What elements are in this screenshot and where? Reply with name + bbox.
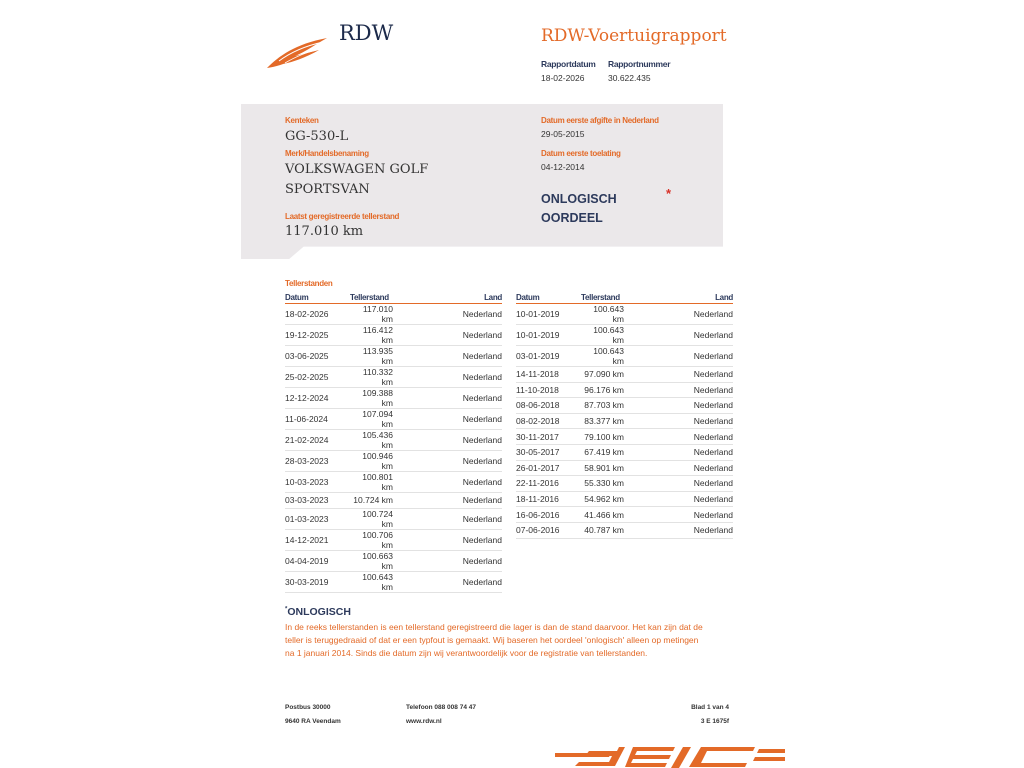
- col-datum: Datum: [285, 292, 350, 304]
- cell-tellerstand-value: 100.801 km: [362, 472, 393, 492]
- col-land: Land: [660, 292, 733, 304]
- cell-tellerstand: [350, 529, 429, 550]
- cell-datum: 26-01-2017: [516, 460, 581, 476]
- cell-land: Nederland: [660, 304, 733, 325]
- orange-speed-stripes: [555, 745, 785, 768]
- verdict-asterisk: *: [666, 186, 672, 201]
- table-row: [516, 413, 733, 429]
- cell-datum: 10-01-2019: [516, 304, 581, 325]
- verdict-line2: OORDEEL: [541, 211, 603, 225]
- tellerstand-value: 117.010 km: [285, 224, 364, 239]
- table-header-row: [285, 292, 502, 304]
- cell-tellerstand-value: 87.703 km: [584, 400, 624, 411]
- cell-tellerstand-value: 41.466 km: [584, 509, 624, 520]
- cell-tellerstand-value: 117.010 km: [362, 304, 393, 324]
- cell-land: Nederland: [429, 304, 502, 325]
- cell-tellerstand-value: 100.663 km: [362, 550, 393, 571]
- cell-datum: 30-05-2017: [516, 444, 581, 460]
- brand-name: RDW: [339, 21, 394, 45]
- cell-tellerstand-value: 97.090 km: [584, 369, 624, 380]
- cell-tellerstand-value: 110.332 km: [362, 367, 393, 387]
- cell-tellerstand-value: 67.419 km: [584, 447, 624, 458]
- cell-datum: 11-10-2018: [516, 382, 581, 398]
- cell-datum: 16-06-2016: [516, 507, 581, 523]
- cell-land: Nederland: [660, 522, 733, 538]
- table-row: [285, 409, 502, 430]
- cell-land: Nederland: [660, 367, 733, 383]
- footer-website: www.rdw.nl: [406, 718, 442, 725]
- cell-datum: 12-12-2024: [285, 388, 350, 409]
- report-title: RDW-Voertuigrapport: [541, 26, 727, 46]
- cell-tellerstand-value: 113.935 km: [362, 346, 393, 366]
- cell-datum: 01-03-2023: [285, 508, 350, 529]
- cell-datum: 30-11-2017: [516, 429, 581, 445]
- note-title: ONLOGISCH: [287, 606, 351, 618]
- note-asterisk: *: [285, 606, 288, 613]
- cell-datum: 03-06-2025: [285, 346, 350, 367]
- readings-table-right: [516, 292, 733, 539]
- cell-datum: 08-02-2018: [516, 413, 581, 429]
- readings-rows-left: [285, 304, 502, 593]
- cell-tellerstand: [581, 346, 660, 367]
- table-row: [516, 460, 733, 476]
- table-row: [285, 430, 502, 451]
- footer-postbus: Postbus 30000: [285, 704, 331, 711]
- cell-tellerstand-value: 100.643 km: [593, 304, 624, 324]
- cell-tellerstand-value: 58.901 km: [584, 462, 624, 473]
- cell-tellerstand: [350, 304, 429, 325]
- table-header-row: [516, 292, 733, 304]
- cell-tellerstand: [350, 571, 429, 592]
- table-row: [285, 529, 502, 550]
- cell-datum: 22-11-2016: [516, 476, 581, 492]
- table-row: [516, 346, 733, 367]
- table-row: [516, 429, 733, 445]
- cell-tellerstand: [350, 451, 429, 472]
- table-row: [285, 346, 502, 367]
- table-row: [285, 304, 502, 325]
- rdw-wing-logo: [265, 34, 331, 70]
- table-row: [516, 476, 733, 492]
- table-row: [285, 367, 502, 388]
- table-row: [285, 550, 502, 571]
- cell-tellerstand: [581, 507, 660, 523]
- table-row: [285, 451, 502, 472]
- cell-land: Nederland: [660, 460, 733, 476]
- cell-datum: 14-12-2021: [285, 529, 350, 550]
- cell-tellerstand-value: 10.724 km: [353, 495, 393, 506]
- report-date: [541, 59, 595, 83]
- footer-code: 3 E 1675f: [700, 718, 729, 725]
- cell-tellerstand-value: 100.643 km: [593, 325, 624, 345]
- cell-tellerstand-value: 100.643 km: [593, 346, 624, 366]
- footer-postcode: 9640 RA Veendam: [285, 718, 341, 725]
- toelating-label: Datum eerste toelating: [541, 149, 621, 158]
- cell-tellerstand-value: 100.706 km: [362, 529, 393, 550]
- cell-tellerstand-value: 116.412 km: [362, 325, 393, 345]
- cell-land: Nederland: [660, 325, 733, 346]
- table-row: [285, 571, 502, 592]
- readings-rows-right: [516, 304, 733, 539]
- table-row: [516, 507, 733, 523]
- cell-tellerstand: [581, 367, 660, 383]
- cell-land: Nederland: [429, 451, 502, 472]
- cell-land: Nederland: [660, 429, 733, 445]
- cell-land: Nederland: [429, 409, 502, 430]
- merk-value-line1: VOLKSWAGEN GOLF: [285, 162, 429, 177]
- table-row: [516, 304, 733, 325]
- cell-land: Nederland: [660, 346, 733, 367]
- footer-page-number: Blad 1 van 4: [691, 704, 729, 711]
- cell-tellerstand: [581, 398, 660, 414]
- toelating-value: 04-12-2014: [541, 162, 585, 172]
- readings-table-left: [285, 292, 502, 593]
- cell-tellerstand-value: 107.094 km: [362, 409, 393, 429]
- table-row: [516, 444, 733, 460]
- cell-land: Nederland: [429, 550, 502, 571]
- cell-tellerstand: [581, 382, 660, 398]
- cell-datum: 18-11-2016: [516, 491, 581, 507]
- cell-tellerstand-value: 96.176 km: [584, 384, 624, 395]
- cell-tellerstand: [350, 325, 429, 346]
- cell-tellerstand-value: 55.330 km: [584, 478, 624, 489]
- kenteken-label: Kenteken: [285, 116, 319, 125]
- afgifte-label: Datum eerste afgifte in Nederland: [541, 116, 659, 125]
- cell-tellerstand: [581, 325, 660, 346]
- col-tellerstand: Tellerstand: [581, 292, 660, 304]
- cell-tellerstand: [581, 476, 660, 492]
- report-number: [608, 59, 670, 83]
- cell-datum: 04-04-2019: [285, 550, 350, 571]
- cell-tellerstand-value: 79.100 km: [584, 431, 624, 442]
- cell-land: Nederland: [660, 382, 733, 398]
- cell-tellerstand-value: 40.787 km: [584, 525, 624, 536]
- cell-tellerstand: [581, 444, 660, 460]
- cell-land: Nederland: [660, 398, 733, 414]
- cell-land: Nederland: [429, 367, 502, 388]
- cell-datum: 07-06-2016: [516, 522, 581, 538]
- note-text: In de reeks tellerstanden is een tellerstand geregistreerd die lager is dan de stand daarvoor. Het kan zijn dat de teller is teruggedraaid of dat er een typfout is gemaakt. Wij baseren het oordeel 'onlogisch' alleen op metingen na 1 januari 2014. Sinds die datum zijn wij verantwoordelijk voor de registratie van tellerstanden.: [285, 622, 703, 658]
- table-row: [285, 325, 502, 346]
- cell-land: Nederland: [429, 325, 502, 346]
- cell-tellerstand: [350, 430, 429, 451]
- col-datum: Datum: [516, 292, 581, 304]
- table-row: [516, 491, 733, 507]
- cell-tellerstand-value: 100.724 km: [362, 508, 393, 529]
- cell-tellerstand-value: 100.643 km: [362, 571, 393, 592]
- cell-tellerstand: [350, 472, 429, 493]
- cell-tellerstand-value: 109.388 km: [362, 388, 393, 408]
- cell-datum: 30-03-2019: [285, 571, 350, 592]
- cell-datum: 21-02-2024: [285, 430, 350, 451]
- cell-tellerstand: [581, 429, 660, 445]
- tellerstand-label: Laatst geregistreerde tellerstand: [285, 212, 400, 221]
- cell-datum: 11-06-2024: [285, 409, 350, 430]
- cell-tellerstand-value: 105.436 km: [362, 430, 393, 450]
- cell-datum: 19-12-2025: [285, 325, 350, 346]
- table-row: [285, 508, 502, 529]
- cell-land: Nederland: [660, 491, 733, 507]
- kenteken-value: GG-530-L: [285, 129, 349, 144]
- cell-tellerstand: [350, 493, 429, 509]
- cell-datum: 08-06-2018: [516, 398, 581, 414]
- report-date-label: Rapportdatum: [541, 59, 596, 69]
- table-row: [516, 367, 733, 383]
- cell-land: Nederland: [660, 507, 733, 523]
- cell-tellerstand: [350, 550, 429, 571]
- cell-tellerstand: [350, 409, 429, 430]
- table-row: [516, 325, 733, 346]
- report-number-label: Rapportnummer: [608, 59, 671, 69]
- cell-tellerstand: [581, 304, 660, 325]
- table-row: [516, 522, 733, 538]
- merk-value-line2: SPORTSVAN: [285, 182, 370, 197]
- verdict-line1: ONLOGISCH: [541, 192, 617, 206]
- afgifte-value: 29-05-2015: [541, 129, 585, 139]
- table-row: [285, 472, 502, 493]
- cell-land: Nederland: [429, 346, 502, 367]
- merk-label: Merk/Handelsbenaming: [285, 149, 369, 158]
- cell-land: Nederland: [429, 472, 502, 493]
- cell-tellerstand-value: 100.946 km: [362, 451, 393, 471]
- cell-datum: 10-03-2023: [285, 472, 350, 493]
- table-row: [516, 398, 733, 414]
- cell-tellerstand: [350, 508, 429, 529]
- cell-land: Nederland: [660, 413, 733, 429]
- cell-datum: 25-02-2025: [285, 367, 350, 388]
- cell-tellerstand-value: 54.962 km: [584, 494, 624, 505]
- cell-land: Nederland: [429, 529, 502, 550]
- cell-land: Nederland: [429, 508, 502, 529]
- cell-tellerstand: [350, 367, 429, 388]
- cell-tellerstand-value: 83.377 km: [584, 416, 624, 427]
- table-row: [285, 388, 502, 409]
- table-row: [285, 493, 502, 509]
- cell-land: Nederland: [429, 430, 502, 451]
- cell-datum: 18-02-2026: [285, 304, 350, 325]
- table-row: [516, 382, 733, 398]
- cell-land: Nederland: [429, 388, 502, 409]
- cell-tellerstand: [350, 388, 429, 409]
- note-heading: [285, 606, 351, 618]
- readings-section-title: Tellerstanden: [285, 279, 333, 288]
- cell-land: Nederland: [429, 571, 502, 592]
- cell-tellerstand: [350, 346, 429, 367]
- col-tellerstand: Tellerstand: [350, 292, 429, 304]
- cell-datum: 03-01-2019: [516, 346, 581, 367]
- cell-datum: 28-03-2023: [285, 451, 350, 472]
- col-land: Land: [429, 292, 502, 304]
- report-number-value: 30.622.435: [608, 73, 651, 83]
- cell-land: Nederland: [660, 444, 733, 460]
- cell-tellerstand: [581, 522, 660, 538]
- cell-datum: 10-01-2019: [516, 325, 581, 346]
- cell-tellerstand: [581, 413, 660, 429]
- cell-tellerstand: [581, 460, 660, 476]
- verdict: [541, 190, 617, 228]
- cell-datum: 03-03-2023: [285, 493, 350, 509]
- cell-land: Nederland: [660, 476, 733, 492]
- cell-datum: 14-11-2018: [516, 367, 581, 383]
- footer-telefoon: Telefoon 088 008 74 47: [406, 704, 476, 711]
- cell-tellerstand: [581, 491, 660, 507]
- report-date-value: 18-02-2026: [541, 73, 585, 83]
- cell-land: Nederland: [429, 493, 502, 509]
